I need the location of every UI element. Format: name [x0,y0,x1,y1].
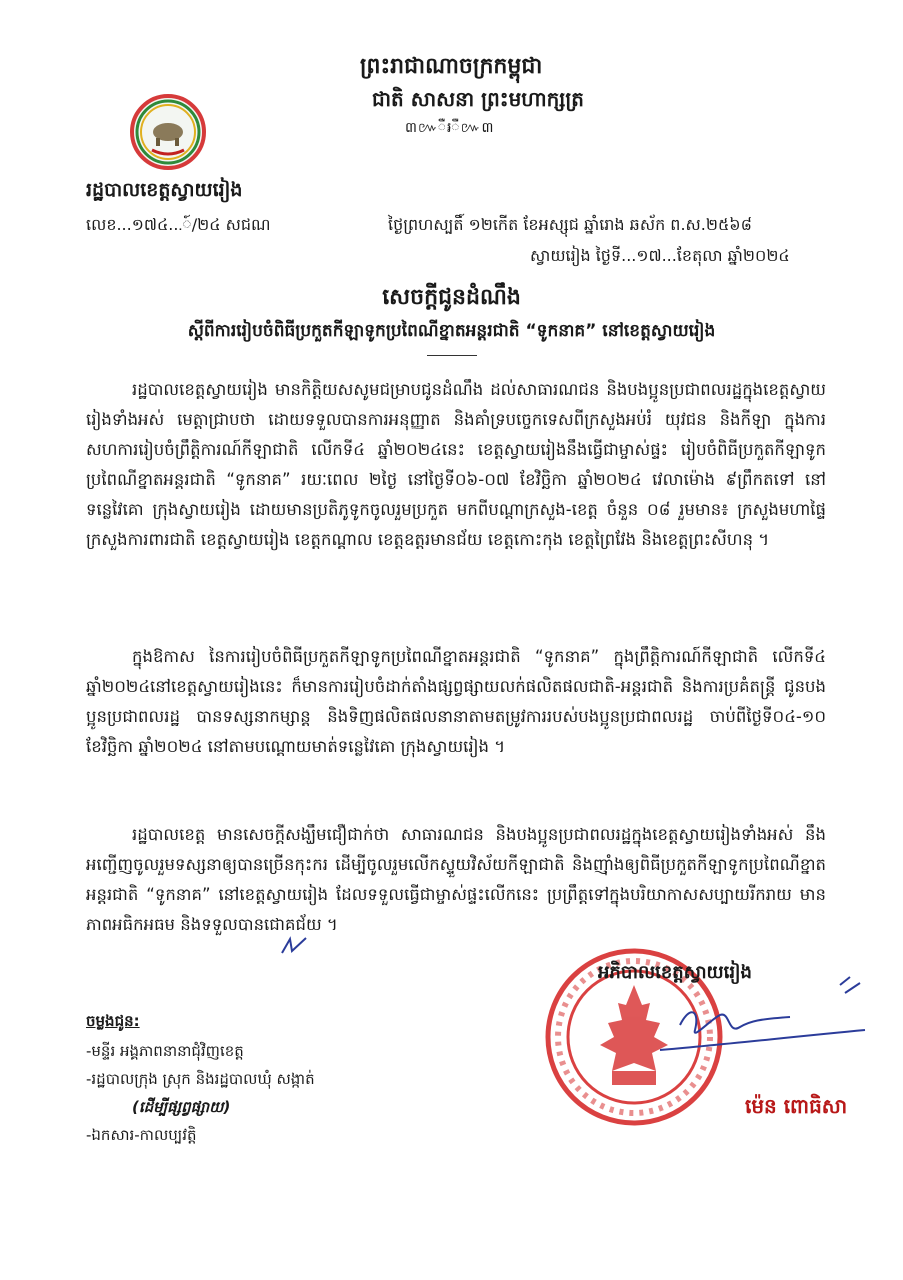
cc-item-note: (ដើម្បីផ្សព្វផ្សាយ) [132,1098,231,1116]
handwritten-mark-icon [280,935,310,957]
cc-item: -ឯកសារ-កាលប្បវត្តិ [86,1126,197,1144]
signatory-name: ម៉េន ពោធិសា [745,1094,848,1118]
document-subject: ស្តីពីការរៀបចំពិធីប្រកួតកីឡាទូកប្រពៃណីខ្នាតអន្តរជាតិ “ទូកនាគ” នៅខេត្តស្វាយរៀង [187,321,716,341]
provincial-logo [128,92,208,172]
paragraph-3: រដ្ឋបាលខេត្ត មានសេចក្តីសង្ឃឹមជឿជាក់ថា សាធារណជន និងបងប្អូនប្រជាពលរដ្ឋក្នុងខេត្តស្វាយរៀងទាំងអស់ នឹងអញ្ជើញចូលរួមទស្សនាឲ្យបានច្រើនកុះករ ដើម្បីចូលរួមលើកស្ទួយវិស័យកីឡាជាតិ និងញ៉ាំងឲ្យពិធីប្រកួតកីឡាទូកប្រពៃណីខ្នាតអន្តរជាតិ “ទូកនាគ” នៅខេត្តស្វាយរៀង ដែលទទួលធ្វើជាម្ចាស់ផ្ទះលើកនេះ ប្រព្រឹត្តទៅក្នុងបរិយាកាសសប្បាយរីករាយ មានភាពអធិកអធម និងទទួលបានជោគជ័យ ។ [86,825,826,934]
title-divider [427,355,477,356]
solar-date: ស្វាយរៀង ថ្ងៃទី...១៧...ខែតុលា ឆ្នាំ២០២៤ [530,246,790,265]
reference-number: លេខ...១៧៤...៍/២៤ សជណ [86,215,271,234]
document-title: សេចក្តីជូនដំណឹង [382,285,521,310]
cc-item: -មន្ទីរ អង្គភាពនានាជុំវិញខេត្ត [86,1042,244,1060]
handwritten-signature [640,975,870,1065]
lunar-date: ថ្ងៃព្រហស្បតិ៍ ១២កើត ខែអស្សុជ ឆ្នាំរោង ឆស័ក ព.ស.២៥៦៨ [388,215,752,234]
signatory-title: អភិបាលខេត្តស្វាយរៀង [598,962,752,983]
national-motto: ជាតិ សាសនា ព្រះមហាក្សត្រ [372,87,584,111]
paragraph-2: ក្នុងឱកាស នៃការរៀបចំពិធីប្រកួតកីឡាទូកប្រពៃណីខ្នាតអន្តរជាតិ “ទូកនាគ” ក្នុងព្រឹត្តិការណ៍កីឡាជាតិ លើកទី៤ ឆ្នាំ២០២៤នៅខេត្តស្វាយរៀងនេះ ក៏មានការរៀបចំដាក់តាំងផ្សព្វផ្សាយលក់ផលិតផលជាតិ-អន្តរជាតិ និងការប្រគំតន្ត្រី ជូនបងប្អូនប្រជាពលរដ្ឋ បានទស្សនាកម្សាន្ត និងទិញផលិតផលនានាតាមតម្រូវការរបស់បងប្អូនប្រជាពលរដ្ឋ ចាប់ពីថ្ងៃទី០៤-១០ ខែវិច្ឆិកា ឆ្នាំ២០២៤ នៅតាមបណ្តោយមាត់ទន្លេវៃគោ ក្រុងស្វាយរៀង ។ [86,647,826,756]
issuing-authority: រដ្ឋបាលខេត្តស្វាយរៀង [86,179,243,201]
kingdom-title: ព្រះរាជាណាចក្រកម្ពុជា [360,54,543,79]
cc-heading: ចម្លងជូន: [86,1012,140,1030]
paragraph-1: រដ្ឋបាលខេត្តស្វាយរៀង មានកិត្តិយសសូមជម្រាបជូនដំណឹង ដល់សាធារណជន និងបងប្អូនប្រជាពលរដ្ឋក្នុងខេត្តស្វាយរៀងទាំងអស់ មេត្តាជ្រាបថា ដោយទទួលបានការអនុញ្ញាត និងគាំទ្របច្ចេកទេសពីក្រសួងអប់រំ យុវជន និងកីឡា ក្នុងការសហការរៀបចំព្រឹត្តិការណ៍កីឡាជាតិ លើកទី៤ ឆ្នាំ២០២៤នេះ ខេត្តស្វាយរៀងនឹងធ្វើជាម្ចាស់ផ្ទះ រៀបចំពិធីប្រកួតកីឡាទូកប្រពៃណីខ្នាតអន្តរជាតិ “ទូកនាគ” រយៈពេល ២ថ្ងៃ នៅថ្ងៃទី០៦-០៧ ខែវិច្ឆិកា ឆ្នាំ២០២៤ វេលាម៉ោង ៩ព្រឹកតទៅ នៅទន្លេវៃគោ ក្រុងស្វាយរៀង ដោយមានប្រតិភូទូកចូលរួមប្រកួត មកពីបណ្តាក្រសួង-ខេត្ត ចំនួន ០៨ រួមមាន៖ ក្រសួងមហាផ្ទៃ ក្រសួងការពារជាតិ ខេត្តស្វាយរៀង ខេត្តកណ្តាល ខេត្តឧត្តរមានជ័យ ខេត្តកោះកុង ខេត្តព្រៃវែង និងខេត្តព្រះសីហនុ ។ [86,380,826,549]
cc-item: -រដ្ឋបាលក្រុង ស្រុក និងរដ្ឋបាលឃុំ សង្កាត់ [86,1070,315,1088]
header-ornament: ៣៚ឺ៛ឺ៚៣ [405,120,495,136]
